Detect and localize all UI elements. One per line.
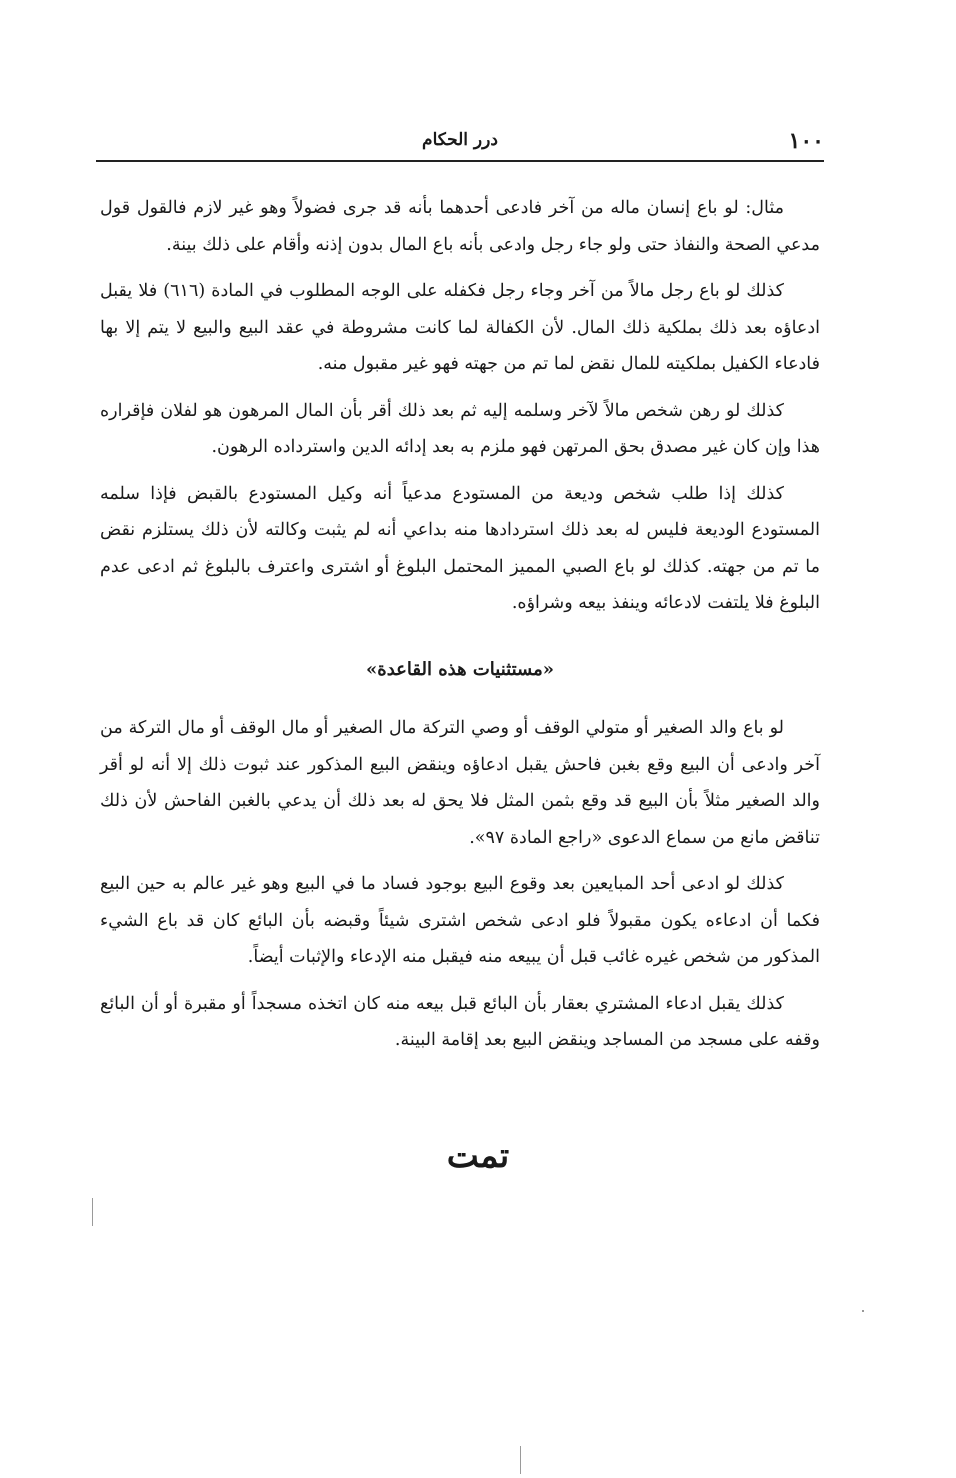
paragraph: كذلك لو باع رجل مالاً من آخر وجاء رجل فكفله على الوجه المطلوب في المادة (٦١٦) فلا يقبل ادعاؤه بعد ذلك بملكية ذلك المال. لأن الكفالة لما كانت مشروطة في عقد البيع والبيع لا يتم إلا بها فادعاء الكفيل بملكيته للمال نقض لما تم من جهته فهو غير مقبول منه. (100, 281, 820, 374)
paragraph: كذلك لو رهن شخص مالاً لآخر وسلمه إليه ثم بعد ذلك أقر بأن المال المرهون هو لفلان فإقراره هذا وإن كان غير مصدق بحق المرتهن فهو ملزم به بعد إدائه الدين واسترداده الرهون. (100, 400, 820, 457)
page-header (96, 126, 824, 162)
paragraph: مثال: لو باع إنسان ماله من آخر فادعى أحدهما بأنه قد جرى فضولاً وهو غير لازم فالقول قول مدعي الصحة والنفاذ حتى ولو جاء رجل وادعى بأنه باع المال بدون إذنه وأقام على ذلك بينة. (100, 198, 820, 255)
exception-paragraph: كذلك يقبل ادعاء المشتري بعقار بأن البائع قبل بيعه منه كان اتخذه مسجداً أو مقبرة أو أن البائع وقفه على مسجد من المساجد وينقض البيع بعد إقامة البينة. (100, 993, 820, 1050)
exception-paragraph: كذلك لو ادعى أحد المبايعين بعد وقوع البيع بوجود فساد ما في البيع وهو غير عالم به حين البيع فكما أن ادعاءه يكون مقبولاً فلو ادعى شخص اشترى شيئاً وقبضه بأن البائع كان قد باع الشيء المذكور من شخص غيره غائب قبل أن يبيعه منه فيقبل منه الإدعاء والإثبات أيضاً. (100, 874, 820, 967)
closing-word: تمت (446, 1136, 510, 1176)
page-number: ١٠٠ (788, 128, 824, 154)
scan-speck (862, 1310, 864, 1312)
section-title: «مستثنيات هذه القاعدة» (366, 658, 554, 680)
paragraph: كذلك إذا طلب شخص وديعة من المستودع مدعياً أنه وكيل المستودع بالقبض فإذا سلمه المستودع الوديعة فليس له بعد ذلك استردادها منه بداعي أنه لم يثبت وكالته لأن ذلك يستلزم نقض ما تم من جهته. كذلك لو باع الصبي المميز المحتمل البلوغ أو اشترى واعترف بالبلوغ ثم ادعى عدم البلوغ فلا يلتفت لادعائه وينفذ بيعه وشراؤه. (100, 483, 820, 613)
body-text (100, 190, 820, 1059)
header-rule (96, 160, 824, 162)
crop-mark (520, 1446, 521, 1474)
exception-paragraph: لو باع والد الصغير أو متولي الوقف أو وصي التركة مال الصغير أو مال الوقف أو مال التركة من آخر وادعى أن البيع وقع بغبن فاحش يقبل ادعاؤه وينقض البيع المذكور عند ثبوت ذلك إلا أنه لو أقر والد الصغير مثلاً بأن البيع قد وقع بثمن المثل فلا يحق له بعد ذلك أن يدعي بالغبن الفاحش لأن ذلك تناقض مانع من سماع الدعوى «راجع المادة ٩٧». (100, 718, 820, 848)
crop-mark (92, 1198, 93, 1226)
running-title: درر الحكام (422, 130, 498, 150)
